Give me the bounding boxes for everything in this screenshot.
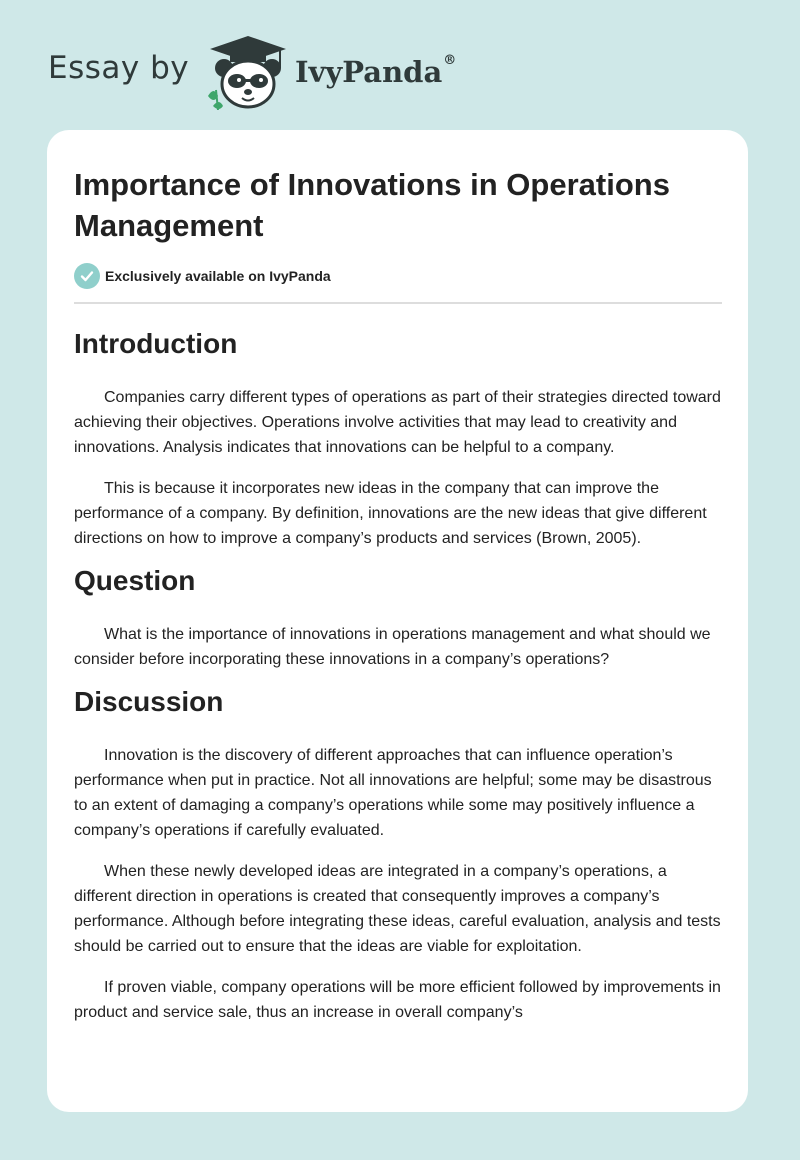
section-heading: Introduction [74,328,238,359]
section-question [74,559,722,672]
paragraph: Companies carry different types of operations as part of their strategies directed toward achieving their objectives. Operations involve activities that may lead to creativity and innovations. Analysis indicates that innovations can be helpful to a company. [74,389,721,456]
page-title: Importance of Innovations in Operations Management [74,167,670,243]
essay-by-label: Essay by [48,50,190,86]
section-heading: Question [74,565,196,596]
brand-name[interactable]: IvyPanda® [295,53,457,89]
paragraph: If proven viable, company operations will be more efficient followed by improvements in product and service sale, thus an increase in overall company’s [74,979,721,1021]
section-introduction [74,322,722,551]
exclusive-badge [74,263,331,289]
exclusive-badge-label: Exclusively available on IvyPanda [105,268,331,284]
paragraph: This is because it incorporates new ideas in the company that can improve the performance of a company. By definition, innovations are the new ideas that give different directions on how to improve a company’s products and services (Brown, 2005). [74,480,707,547]
panda-logo-icon[interactable] [204,34,292,110]
section-heading: Discussion [74,686,224,717]
essay-body [74,322,722,1025]
registered-mark: ® [443,53,457,68]
section-discussion [74,680,722,1025]
paragraph: What is the importance of innovations in operations management and what should we consider before incorporating these innovations in a company’s operations? [74,626,711,668]
paragraph: When these newly developed ideas are integrated in a company’s operations, a different direction in operations is created that consequently improves a company’s performance. Although before integrating these ideas, careful evaluation, analysis and tests should be carried out to ensure that the ideas are viable for exploitation. [74,863,721,955]
site-header [48,34,508,110]
paragraph: Innovation is the discovery of different approaches that can influence operation’s performance when put in practice. Not all innovations are helpful; some may be disastrous to an extent of damaging a company’s operations while some may positively influence a company’s operations if carefully evaluated. [74,747,712,839]
divider [74,302,722,304]
check-icon [74,263,100,289]
essay-card [47,130,748,1112]
